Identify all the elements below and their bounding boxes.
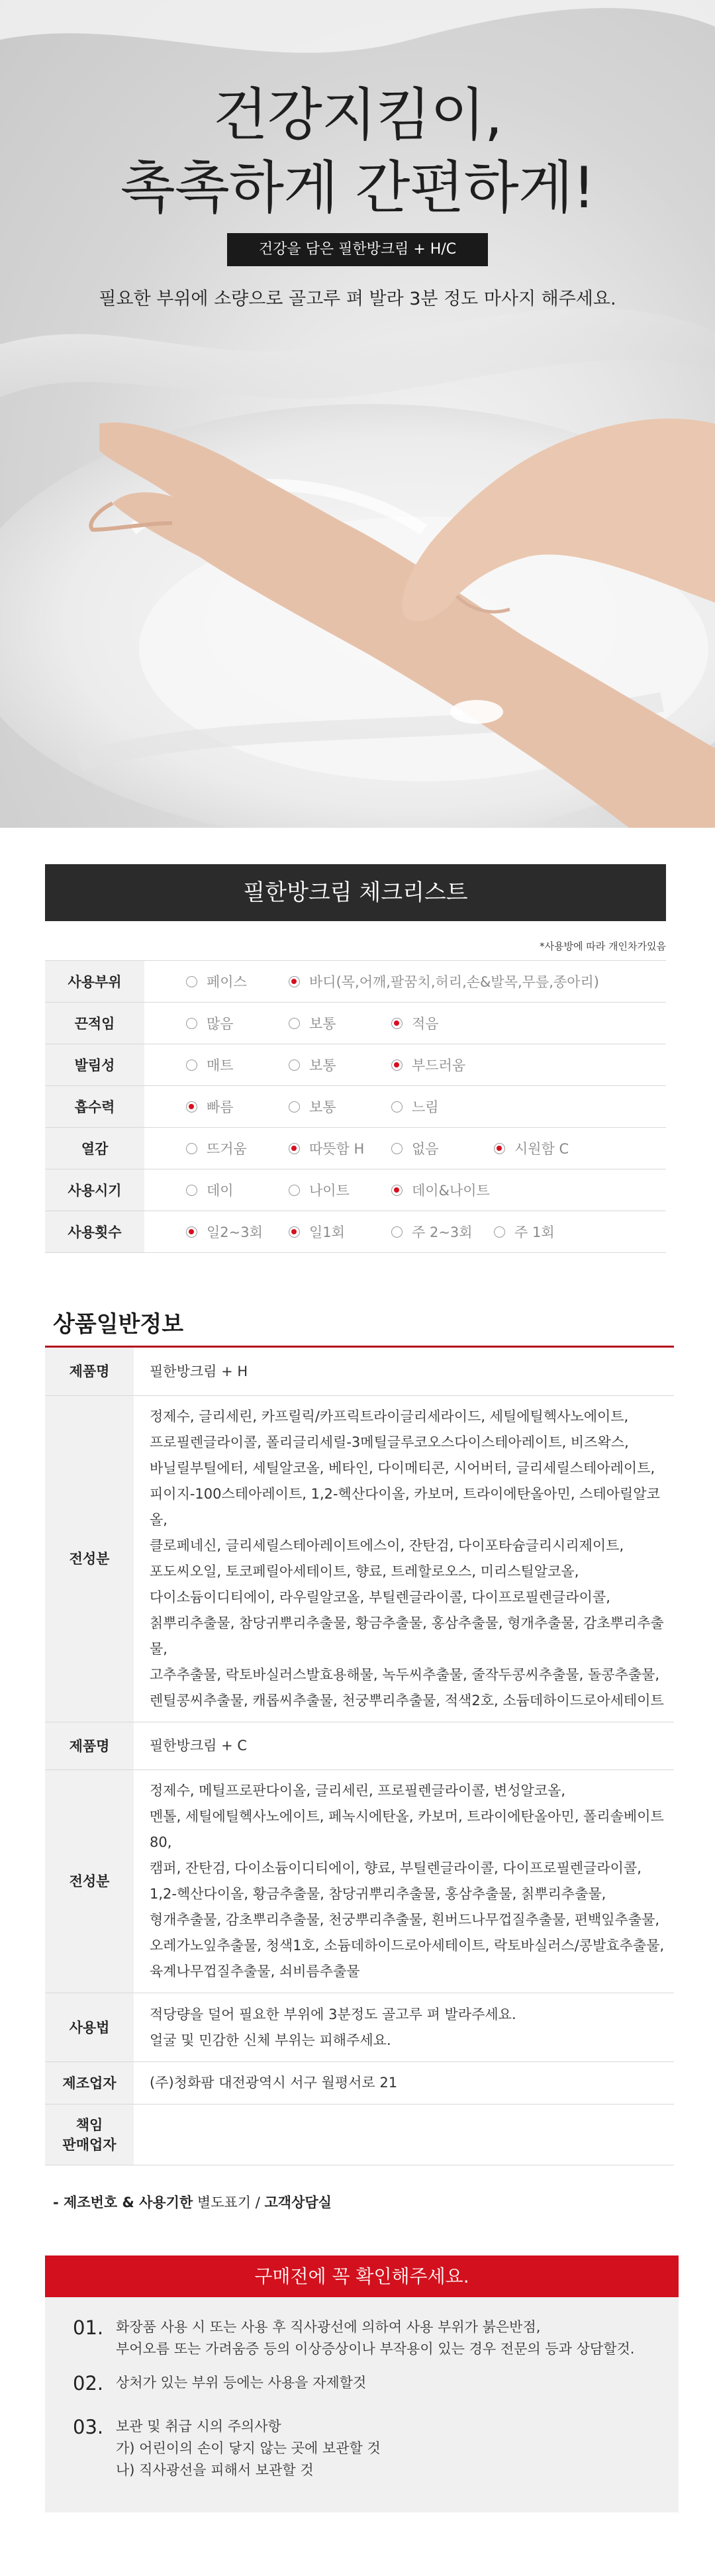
checklist-option[interactable]	[391, 1180, 494, 1200]
info-row-value	[134, 2062, 674, 2105]
checklist-option[interactable]	[289, 971, 599, 991]
product-info-table	[45, 1346, 674, 2165]
info-row-line: 캠퍼, 잔탄검, 다이소듐이디티에이, 향료, 부틸렌글라이콜, 다이프로필렌글라이콜,	[150, 1860, 642, 1876]
checklist-option[interactable]	[391, 1097, 494, 1116]
checklist-option-label: 따뜻함 H	[309, 1141, 365, 1157]
precaution-number: 03.	[73, 2416, 104, 2438]
checklist-row	[45, 961, 666, 1003]
info-row-line: 클로페네신, 글리세릴스테아레이트에스이, 잔탄검, 다이포타슘글리시리제이트,	[150, 1538, 624, 1554]
info-row-line: 다이소듐이디티에이, 라우릴알코올, 부틸렌글라이콜, 다이프로필렌글라이콜,	[150, 1589, 610, 1605]
checklist-option[interactable]	[289, 1222, 391, 1242]
radio-empty-icon[interactable]	[494, 1226, 505, 1238]
info-row-line: 포도씨오일, 토코페릴아세테이트, 향료, 트레할로오스, 미리스틸알코올,	[150, 1563, 579, 1579]
checklist-row-label: 사용횟수	[45, 1211, 144, 1253]
radio-empty-icon[interactable]	[391, 1226, 403, 1238]
info-row-line: (주)청화팜 대전광역시 서구 월평서로 21	[150, 2075, 398, 2091]
checklist-row-options	[144, 1169, 666, 1211]
precaution-number: 02.	[73, 2372, 104, 2395]
info-row-value	[134, 1722, 674, 1770]
checklist-option-label: 주 2~3회	[412, 1224, 473, 1240]
info-row	[45, 1770, 674, 1993]
info-row-line: 프로필렌글라이콜, 폴리글리세릴-3메틸글루코오스다이스테아레이트, 비즈왁스,	[150, 1434, 629, 1450]
radio-selected-icon[interactable]	[391, 1018, 403, 1029]
checklist-row-options	[144, 1003, 666, 1044]
radio-selected-icon[interactable]	[494, 1143, 505, 1154]
info-row-line: 렌틸콩씨추출물, 캐롭씨추출물, 천궁뿌리추출물, 적색2호, 소듐데하이드로아세테이트	[150, 1693, 664, 1709]
info-row-line: 적당량을 덜어 필요한 부위에 3분정도 골고루 펴 발라주세요.	[150, 2006, 516, 2022]
checklist-row-label: 끈적임	[45, 1003, 144, 1044]
precautions-box	[45, 2297, 679, 2512]
footnote-mid: 별도표기 /	[193, 2195, 265, 2210]
info-row-label: 책임 판매업자	[45, 2105, 134, 2165]
checklist-option[interactable]	[391, 1013, 494, 1033]
checklist-option[interactable]	[186, 1097, 289, 1116]
radio-empty-icon[interactable]	[186, 1060, 197, 1071]
info-row-value	[134, 1770, 674, 1993]
checklist-option-label: 보통	[309, 1099, 336, 1115]
precaution-item	[73, 2415, 381, 2481]
checklist-option-label: 보통	[309, 1058, 336, 1073]
precaution-line: 화장품 사용 시 또는 사용 후 직사광선에 의하여 사용 부위가 붉은반점,	[116, 2319, 541, 2335]
info-row-line: 칡뿌리추출물, 참당귀뿌리추출물, 황금추출물, 홍삼추출물, 형개추출물, 감초뿌리추출물,	[150, 1615, 664, 1657]
radio-selected-icon[interactable]	[289, 1143, 300, 1154]
info-row-line: 형개추출물, 감초뿌리추출물, 천궁뿌리추출물, 흰버드나무껍질추출물, 편백잎추출물,	[150, 1912, 660, 1928]
precaution-line: 나) 직사광선을 피해서 보관할 것	[116, 2462, 314, 2478]
footnote-bold: - 제조번호 & 사용기한	[53, 2195, 193, 2210]
checklist-row-label: 열감	[45, 1128, 144, 1169]
checklist-row-label: 사용부위	[45, 961, 144, 1003]
checklist-option-label: 빠름	[207, 1099, 234, 1115]
checklist-row	[45, 1169, 666, 1211]
info-row-label: 사용법	[45, 1993, 134, 2062]
checklist-row-options	[144, 1086, 666, 1128]
checklist-option[interactable]	[186, 1055, 289, 1075]
checklist-row-options	[144, 961, 666, 1003]
radio-empty-icon[interactable]	[289, 1101, 300, 1113]
hero-title-line2: 촉촉하게 간편하게!	[120, 155, 595, 221]
info-row	[45, 1347, 674, 1396]
info-row-label: 제조업자	[45, 2062, 134, 2105]
precaution-item	[73, 2316, 634, 2360]
checklist-note: *사용방에 따라 개인차가있음	[540, 940, 666, 952]
info-row-line: 멘톨, 세틸에틸헥사노에이트, 페녹시에탄올, 카보머, 트라이에탄올아민, 폴리솔베이트80,	[150, 1808, 664, 1850]
checklist-option-label: 주 1회	[514, 1224, 555, 1240]
radio-empty-icon[interactable]	[186, 976, 197, 987]
hero-title-line1: 건강지킴이,	[213, 82, 502, 148]
radio-empty-icon[interactable]	[289, 1018, 300, 1029]
checklist-title: 필한방크림 체크리스트	[45, 864, 666, 921]
radio-empty-icon[interactable]	[391, 1101, 403, 1113]
checklist-option[interactable]	[289, 1055, 391, 1075]
radio-selected-icon[interactable]	[391, 1060, 403, 1071]
checklist-row	[45, 1003, 666, 1044]
checklist-option[interactable]	[289, 1097, 391, 1116]
info-row-line: 얼굴 및 민감한 신체 부위는 피해주세요.	[150, 2032, 391, 2048]
info-row-value	[134, 1396, 674, 1722]
checklist-option[interactable]	[186, 971, 289, 991]
checklist-option[interactable]	[494, 1222, 596, 1242]
checklist-option-label: 일1회	[309, 1224, 345, 1240]
precaution-line: 상처가 있는 부위 등에는 사용을 자제할것	[116, 2375, 367, 2391]
checklist-option-label: 적음	[412, 1016, 439, 1032]
precaution-number: 01.	[73, 2316, 104, 2339]
radio-selected-icon[interactable]	[186, 1226, 197, 1238]
info-row-label: 제품명	[45, 1347, 134, 1396]
info-row-line: 1,2-헥산다이올, 황금추출물, 참당귀뿌리추출물, 홍삼추출물, 칡뿌리추출물,	[150, 1886, 606, 1902]
checklist-option-label: 일2~3회	[207, 1224, 263, 1240]
info-row-label: 전성분	[45, 1396, 134, 1722]
radio-empty-icon[interactable]	[186, 1185, 197, 1196]
footnote-end: 고객상담실	[264, 2195, 332, 2210]
precaution-line: 부어오름 또는 가려움증 등의 이상증상이나 부작용이 있는 경우 전문의 등과 상담할것.	[116, 2341, 635, 2357]
precaution-text	[116, 2371, 366, 2395]
checklist-option-label: 시원함 C	[514, 1141, 569, 1157]
hero-section	[0, 0, 715, 828]
checklist-row-label: 발림성	[45, 1044, 144, 1086]
checklist-table	[45, 960, 666, 1253]
info-row-line: 정제수, 글리세린, 카프릴릭/카프릭트라이글리세라이드, 세틸에틸헥사노에이트,	[150, 1409, 629, 1424]
radio-selected-icon[interactable]	[391, 1185, 403, 1196]
radio-selected-icon[interactable]	[186, 1101, 197, 1113]
info-row-value	[134, 1347, 674, 1396]
checklist-row	[45, 1044, 666, 1086]
info-row-line: 고추추출물, 락토바실러스발효용해물, 녹두씨추출물, 줄작두콩씨추출물, 돌콩추출물,	[150, 1667, 660, 1683]
info-row-line: 필한방크림 + C	[150, 1738, 248, 1754]
radio-empty-icon[interactable]	[186, 1143, 197, 1154]
checklist-row-options	[144, 1211, 666, 1253]
checklist-option-label: 느림	[412, 1099, 439, 1115]
checklist-row-label: 사용시기	[45, 1169, 144, 1211]
radio-selected-icon[interactable]	[289, 976, 300, 987]
info-row-line: 육계나무껍질추출물, 쇠비름추출물	[150, 1963, 360, 1979]
checklist-row	[45, 1128, 666, 1169]
info-row-value	[134, 2105, 674, 2165]
checklist-option[interactable]	[494, 1138, 596, 1158]
checklist-option[interactable]	[186, 1013, 289, 1033]
checklist-option[interactable]	[289, 1013, 391, 1033]
precaution-text	[116, 2316, 634, 2360]
precaution-item	[73, 2371, 366, 2395]
checklist-option[interactable]	[186, 1138, 289, 1158]
info-row-line: 정제수, 메틸프로판다이올, 글리세린, 프로필렌글라이콜, 변성알코올,	[150, 1783, 566, 1799]
precaution-text	[116, 2415, 381, 2481]
hero-subtitle: 필요한 부위에 소량으로 골고루 펴 발라 3분 정도 마사지 해주세요.	[99, 289, 616, 309]
info-row	[45, 2062, 674, 2105]
info-row-line: 피이지-100스테아레이트, 1,2-헥산다이올, 카보머, 트라이에탄올아민, 스테아릴알코올,	[150, 1486, 660, 1528]
info-footnote	[53, 2192, 332, 2212]
precautions-title: 구매전에 꼭 확인해주세요.	[45, 2255, 679, 2297]
info-row-label: 제품명	[45, 1722, 134, 1770]
checklist-option[interactable]	[186, 1180, 289, 1200]
checklist-option-label: 데이	[207, 1183, 234, 1199]
precaution-line: 가) 어린이의 손이 닿지 않는 곳에 보관할 것	[116, 2440, 381, 2456]
checklist-option-label: 보통	[309, 1016, 336, 1032]
checklist-option-label: 뜨거움	[207, 1141, 247, 1157]
checklist-option-label: 없음	[412, 1141, 439, 1157]
checklist-option[interactable]	[391, 1222, 494, 1242]
checklist-row	[45, 1211, 666, 1253]
radio-empty-icon[interactable]	[391, 1143, 403, 1154]
info-row-line: 바닐릴부틸에터, 세틸알코올, 베타인, 다이메티콘, 시어버터, 글리세릴스테아레이트,	[150, 1460, 655, 1476]
info-row-label: 전성분	[45, 1770, 134, 1993]
checklist-option-label: 부드러움	[412, 1058, 466, 1073]
checklist-row-options	[144, 1128, 666, 1169]
checklist-option[interactable]	[186, 1222, 289, 1242]
radio-selected-icon[interactable]	[289, 1226, 300, 1238]
checklist-row-label: 흡수력	[45, 1086, 144, 1128]
info-row	[45, 2105, 674, 2165]
checklist-option[interactable]	[289, 1138, 391, 1158]
radio-empty-icon[interactable]	[186, 1018, 197, 1029]
checklist-option-label: 페이스	[207, 974, 247, 990]
checklist-option-label: 바디(목,어깨,팔꿈치,허리,손&발목,무릎,종아리)	[309, 974, 599, 990]
info-row	[45, 1396, 674, 1722]
checklist-row-options	[144, 1044, 666, 1086]
checklist-option[interactable]	[391, 1055, 494, 1075]
checklist-option[interactable]	[289, 1180, 391, 1200]
info-row-line: 필한방크림 + H	[150, 1363, 248, 1379]
checklist-option-label: 많음	[207, 1016, 234, 1032]
precaution-line: 보관 및 취급 시의 주의사항	[116, 2418, 281, 2434]
checklist-row	[45, 1086, 666, 1128]
info-title: 상품일반정보	[53, 1311, 184, 1338]
info-row	[45, 1722, 674, 1770]
checklist-option-label: 나이트	[309, 1183, 350, 1199]
checklist-option[interactable]	[391, 1138, 494, 1158]
info-row	[45, 1993, 674, 2062]
radio-empty-icon[interactable]	[289, 1060, 300, 1071]
hero-badge: 건강을 담은 필한방크림 + H/C	[227, 233, 488, 266]
checklist-option-label: 매트	[207, 1058, 234, 1073]
info-row-line: 오레가노잎추출물, 청색1호, 소듐데하이드로아세테이트, 락토바실러스/콩발효추출물,	[150, 1938, 665, 1954]
info-row-value	[134, 1993, 674, 2062]
radio-empty-icon[interactable]	[289, 1185, 300, 1196]
checklist-option-label: 데이&나이트	[412, 1183, 490, 1199]
